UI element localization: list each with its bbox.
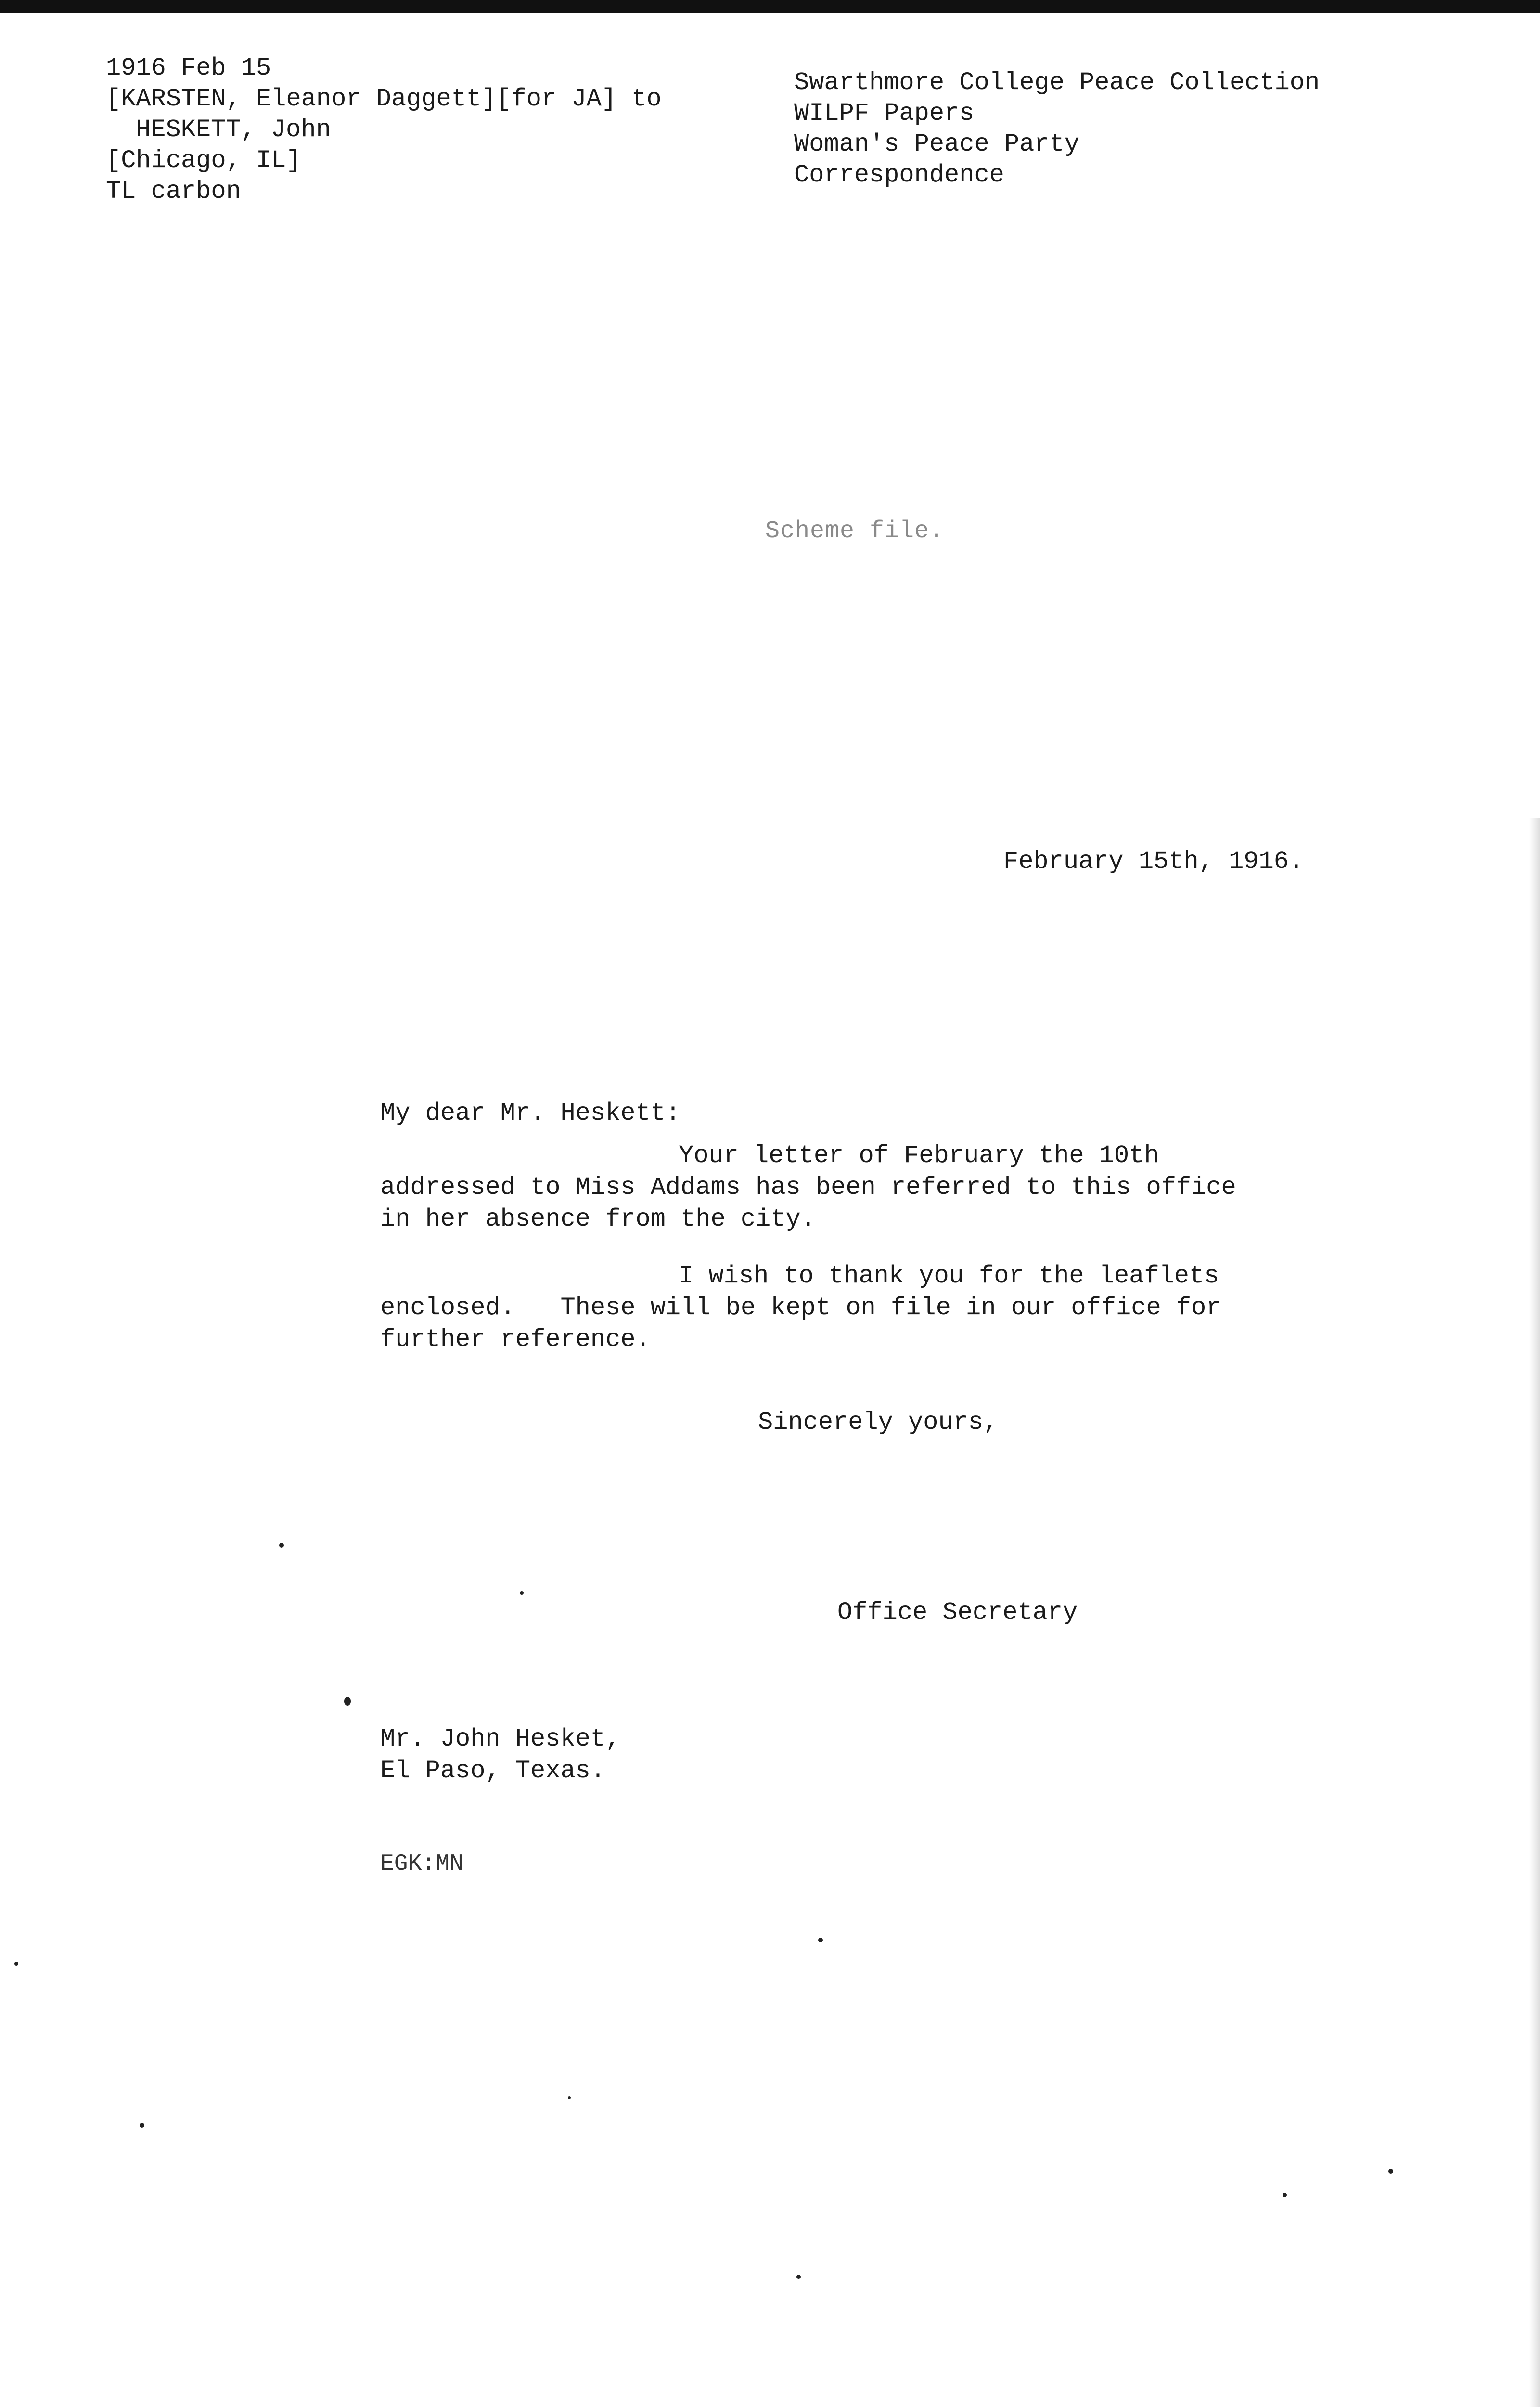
paragraph-1: [380, 1140, 1295, 1235]
scan-speck: [344, 1697, 351, 1706]
scan-speck: [1283, 2193, 1287, 2197]
letter-date: February 15th, 1916.: [1003, 847, 1304, 876]
signature: Office Secretary: [837, 1598, 1078, 1627]
series-name: Woman's Peace Party: [794, 130, 1079, 158]
typist-initials: EGK:MN: [380, 1851, 463, 1877]
recipient-city: El Paso, Texas.: [380, 1757, 606, 1785]
catalog-type: TL carbon: [106, 177, 241, 206]
closing: Sincerely yours,: [758, 1408, 999, 1436]
catalog-recipient: HESKETT, John: [136, 116, 331, 144]
paragraph-1-line: Your letter of February the 10th: [679, 1141, 1159, 1170]
subseries-name: Correspondence: [794, 161, 1004, 189]
paragraph-1-line: addressed to Miss Addams has been referred to this office: [380, 1173, 1236, 1202]
catalog-date: 1916 Feb 15: [106, 54, 271, 82]
paragraph-2: [380, 1260, 1295, 1356]
salutation: My dear Mr. Heskett:: [380, 1099, 681, 1127]
catalog-author: [KARSTEN, Eleanor Daggett][for JA] to: [106, 85, 662, 113]
paragraph-2-line: I wish to thank you for the leaflets: [679, 1262, 1219, 1290]
scan-speck: [14, 1962, 18, 1966]
collection-name: Swarthmore College Peace Collection: [794, 68, 1320, 97]
paragraph-1-line: in her absence from the city.: [380, 1205, 816, 1233]
scan-speck: [279, 1543, 284, 1548]
scan-right-edge: [1529, 818, 1540, 2407]
scan-speck: [140, 2123, 144, 2128]
catalog-place: [Chicago, IL]: [106, 146, 301, 175]
scan-top-edge: [0, 0, 1540, 13]
scan-speck: [796, 2275, 801, 2279]
letter-body: [380, 1098, 1295, 1356]
catalog-info-right: [794, 67, 1320, 191]
catalog-info-left: [106, 53, 662, 207]
scan-speck: [568, 2096, 571, 2099]
paragraph-2-line: further reference.: [380, 1325, 651, 1354]
paragraph-2-line: enclosed. These will be kept on file in our office for: [380, 1294, 1221, 1322]
file-note: Scheme file.: [765, 518, 945, 545]
recipient-name: Mr. John Hesket,: [380, 1725, 621, 1753]
recipient-address: [380, 1723, 620, 1787]
papers-name: WILPF Papers: [794, 99, 975, 128]
scan-speck: [520, 1591, 524, 1595]
scan-speck: [1388, 2169, 1393, 2174]
scan-speck: [818, 1938, 823, 1942]
